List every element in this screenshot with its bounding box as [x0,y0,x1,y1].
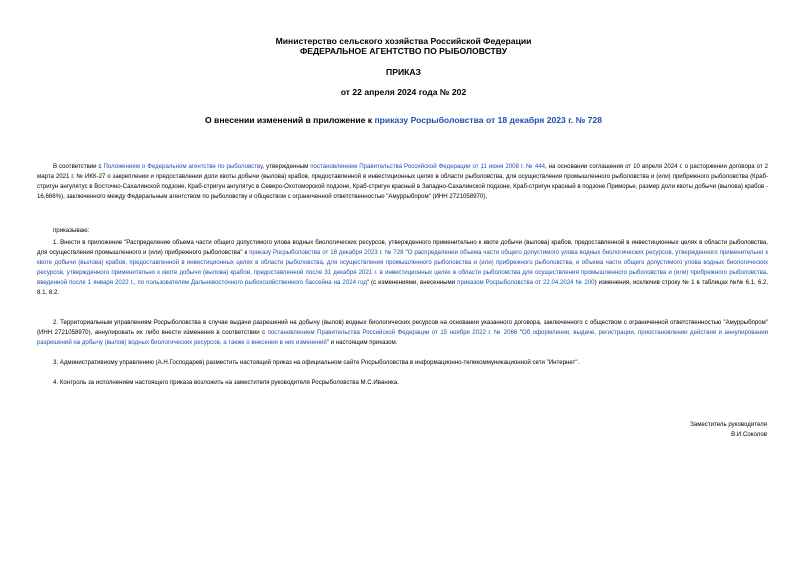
item-1-text-2: " [403,249,408,257]
agency-name: ФЕДЕРАЛЬНОЕ АГЕНТСТВО ПО РЫБОЛОВСТВУ [299,46,508,56]
item-2-text-3: " и настоящим приказом. [326,339,398,347]
item-2-text-2: " [517,329,522,337]
item-3-paragraph: 3. Административному управлению (А.Н.Господарев) разместить настоящий приказ на официальном сайте Росрыболовства в информационно-телекоммуникационной сети "Интернет". [53,359,580,366]
preamble-link-regulation[interactable]: Положением о Федеральном агентстве по рыболовству [103,163,263,170]
doc-title [0,115,807,125]
item-1-text-1: 1. Внести в приложение "Распределение объема части общего допустимого улова водных биологических ресурсов, утвержденного применительно к квоте добычи (вылова) крабов, предоставленной в инвестиционных целях в области рыболовства, для осуществления промышленного и (или) прибрежного рыболовства" к [37,239,768,257]
item-1-link-order[interactable]: приказу Росрыболовства от 18 декабря 2023 г. № 728 [249,249,404,257]
preamble-link-decree[interactable]: постановлением Правительства Российской Федерации от 11 июня 2008 г. № 444 [310,163,545,170]
item-2-paragraph [37,318,768,348]
item-2-text-1: 2. Территориальным управлениям Росрыболовства в случае выдачи разрешений на добычу (вылов) водных биологических ресурсов на основании указанного договора, заключенного с обществом с ограниченной ответственностью "Амуррыбпром" (ИНН 2721058970), аннулировать их либо внести изменения в соответствии с [37,319,768,337]
item-2-link-decree[interactable]: постановлением Правительства Российской Федерации от 15 ноября 2022 г. № 2066 [267,329,518,337]
item-4-paragraph: 4. Контроль за исполнением настоящего приказа возложить на заместителя руководителя Росрыболовства М.С.Иваника. [53,379,399,386]
title-link[interactable]: приказу Росрыболовства от 18 декабря 2023 г. № 728 [374,115,603,125]
item-1-text-3: " (с изменениями, внесенными [366,279,458,287]
item-1-link-order-title[interactable]: О распределении объема части общего допустимого улова водных биологических ресурсов, утвержденного применительно к квоте добычи (вылова) крабов, предоставленной в инвестиционных целях в области рыболовства, для осуществления промышленного рыболовства и (или) прибрежного рыболовства, и объема части общего допустимого улова водных биологических ресурсов, утвержденного применительно к квоте добычи (вылова) крабов, предоставленной после 31 декабря 2021 г. в инвестиционных целях в области рыболовства для осуществления промышленного рыболовства и (или) прибрежного рыболовства, введенной после 1 января 2022 г., по пользователям Дальневосточного рыбохозяйственного бассейна на 2024 год [37,249,769,287]
item-2 [37,318,768,348]
ministry-name: Министерство сельского хозяйства Российской Федерации [275,36,532,46]
item-1-text-4: ) изменения, исключив строку № 1 в таблицах №№ 6.1, 6.2, 8.1, 8.2. [37,279,768,297]
signer-name: В.И.Соколов [731,431,767,438]
preamble-paragraph [37,162,768,202]
preamble-text-3: , на основании соглашения от 10 апреля 2024 г. о расторжении договора от 2 марта 2021 г. № ИКК-27 о закреплении и предоставлении доли квоты добычи (вылова) крабов, предоставленной в инвестиционных целях в области рыболовства, для осуществления промышленного рыболовства и (или) прибрежного рыболовства (Краб-стригун ангулятус в Восточно-Сахалинской подзоне, Краб-стригун ангулятус в Северо-Охотоморской подзоне, Краб-стригун красный в Западно-Сахалинской подзоне, Краб-стригун красный в подзоне Приморье, размер доли квоты добычи (вылова) крабов - 16,666%), заключенного между Федеральным агентством по рыболовству и обществом с ограниченной ответственностью "Амуррыбпром" (ИНН 2721058970), [37,163,768,201]
preamble-text-2: , утвержденным [262,163,311,170]
item-1 [37,238,768,299]
order-word-block [37,226,768,236]
title-prefix: О внесении изменений в приложение к [204,115,375,125]
doc-type: ПРИКАЗ [386,67,421,77]
signature-block [690,420,767,440]
item-3 [37,358,768,368]
item-4 [37,378,768,388]
signer-position: Заместитель руководителя [690,421,767,428]
doc-date-number: от 22 апреля 2024 года № 202 [340,87,467,97]
preamble [37,162,768,202]
item-1-paragraph [37,238,768,299]
order-word: приказываю: [53,227,90,234]
item-1-link-amendment[interactable]: приказом Росрыболовства от 22.04.2024 № 200 [457,279,595,287]
item-2-link-decree-title[interactable]: Об оформлении, выдаче, регистрации, приостановлении действия и аннулировании разрешений на добычу (вылов) водных биологических ресурсов, а также о внесении в них изменений [37,329,768,347]
preamble-text-1: В соответствии с [53,163,104,170]
